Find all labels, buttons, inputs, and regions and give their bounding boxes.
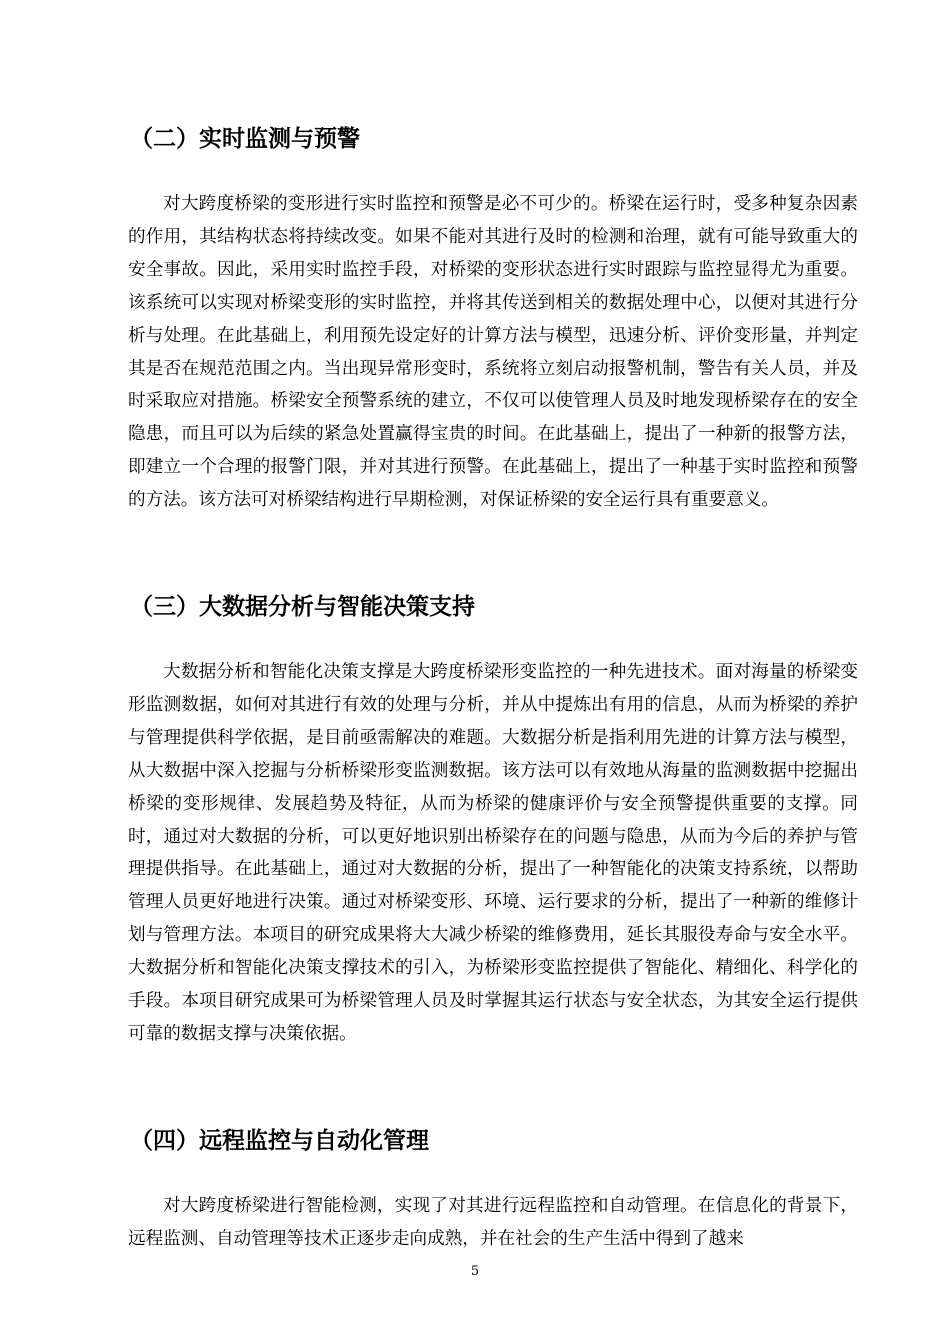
section-paragraph-realtime-monitoring: 对大跨度桥梁的变形进行实时监控和预警是必不可少的。桥梁在运行时，受多种复杂因素的作用，其结构状态将持续改变。如果不能对其进行及时的检测和治理，就有可能导致重大的安全事故。因此，采用实时监控手段，对桥梁的变形状态进行实时跟踪与监控显得尤为重要。该系统可以实现对桥梁变形的实时监控，并将其传送到相关的数据处理中心，以便对其进行分析与处理。在此基础上，利用预先设定好的计算方法与模型，迅速分析、评价变形量，并判定其是否在规范范围之内。当出现异常形变时，系统将立刻启动报警机制，警告有关人员，并及时采取应对措施。桥梁安全预警系统的建立，不仅可以使管理人员及时地发现桥梁存在的安全隐患，而且可以为后续的紧急处置赢得宝贵的时间。在此基础上，提出了一种新的报警方法，即建立一个合理的报警门限，并对其进行预警。在此基础上，提出了一种基于实时监控和预警的方法。该方法可对桥梁结构进行早期检测，对保证桥梁的安全运行具有重要意义。 [128, 194, 858, 511]
section-paragraph-remote-monitoring: 对大跨度桥梁进行智能检测，实现了对其进行远程监控和自动管理。在信息化的背景下，远程监测、自动管理等技术正逐步走向成熟，并在社会的生产生活中得到了越来 [128, 1196, 858, 1249]
section-paragraph-big-data: 大数据分析和智能化决策支撑是大跨度桥梁形变监控的一种先进技术。面对海量的桥梁变形监测数据，如何对其进行有效的处理与分析，并从中提炼出有用的信息，从而为桥梁的养护与管理提供科学依据，是目前亟需解决的难题。大数据分析是指利用先进的计算方法与模型，从大数据中深入挖掘与分析桥梁形变监测数据。该方法可以有效地从海量的监测数据中挖掘出桥梁的变形规律、发展趋势及特征，从而为桥梁的健康评价与安全预警提供重要的支撑。同时，通过对大数据的分析，可以更好地识别出桥梁存在的问题与隐患，从而为今后的养护与管理提供指导。在此基础上，通过对大数据的分析，提出了一种智能化的决策支持系统，以帮助管理人员更好地进行决策。通过对桥梁变形、环境、运行要求的分析，提出了一种新的维修计划与管理方法。本项目的研究成果将大大减少桥梁的维修费用，延长其服役寿命与安全水平。大数据分析和智能化决策支撑技术的引入，为桥梁形变监控提供了智能化、精细化、科学化的手段。本项目研究成果可为桥梁管理人员及时掌握其运行状态与安全状态，为其安全运行提供可靠的数据支撑与决策依据。 [128, 662, 858, 1044]
page-number: 5 [470, 1264, 480, 1279]
section-heading-realtime-monitoring: （二）实时监测与预警 [130, 126, 360, 152]
section-heading-big-data: （三）大数据分析与智能决策支持 [130, 594, 475, 620]
section-heading-remote-monitoring: （四）远程监控与自动化管理 [130, 1128, 429, 1154]
